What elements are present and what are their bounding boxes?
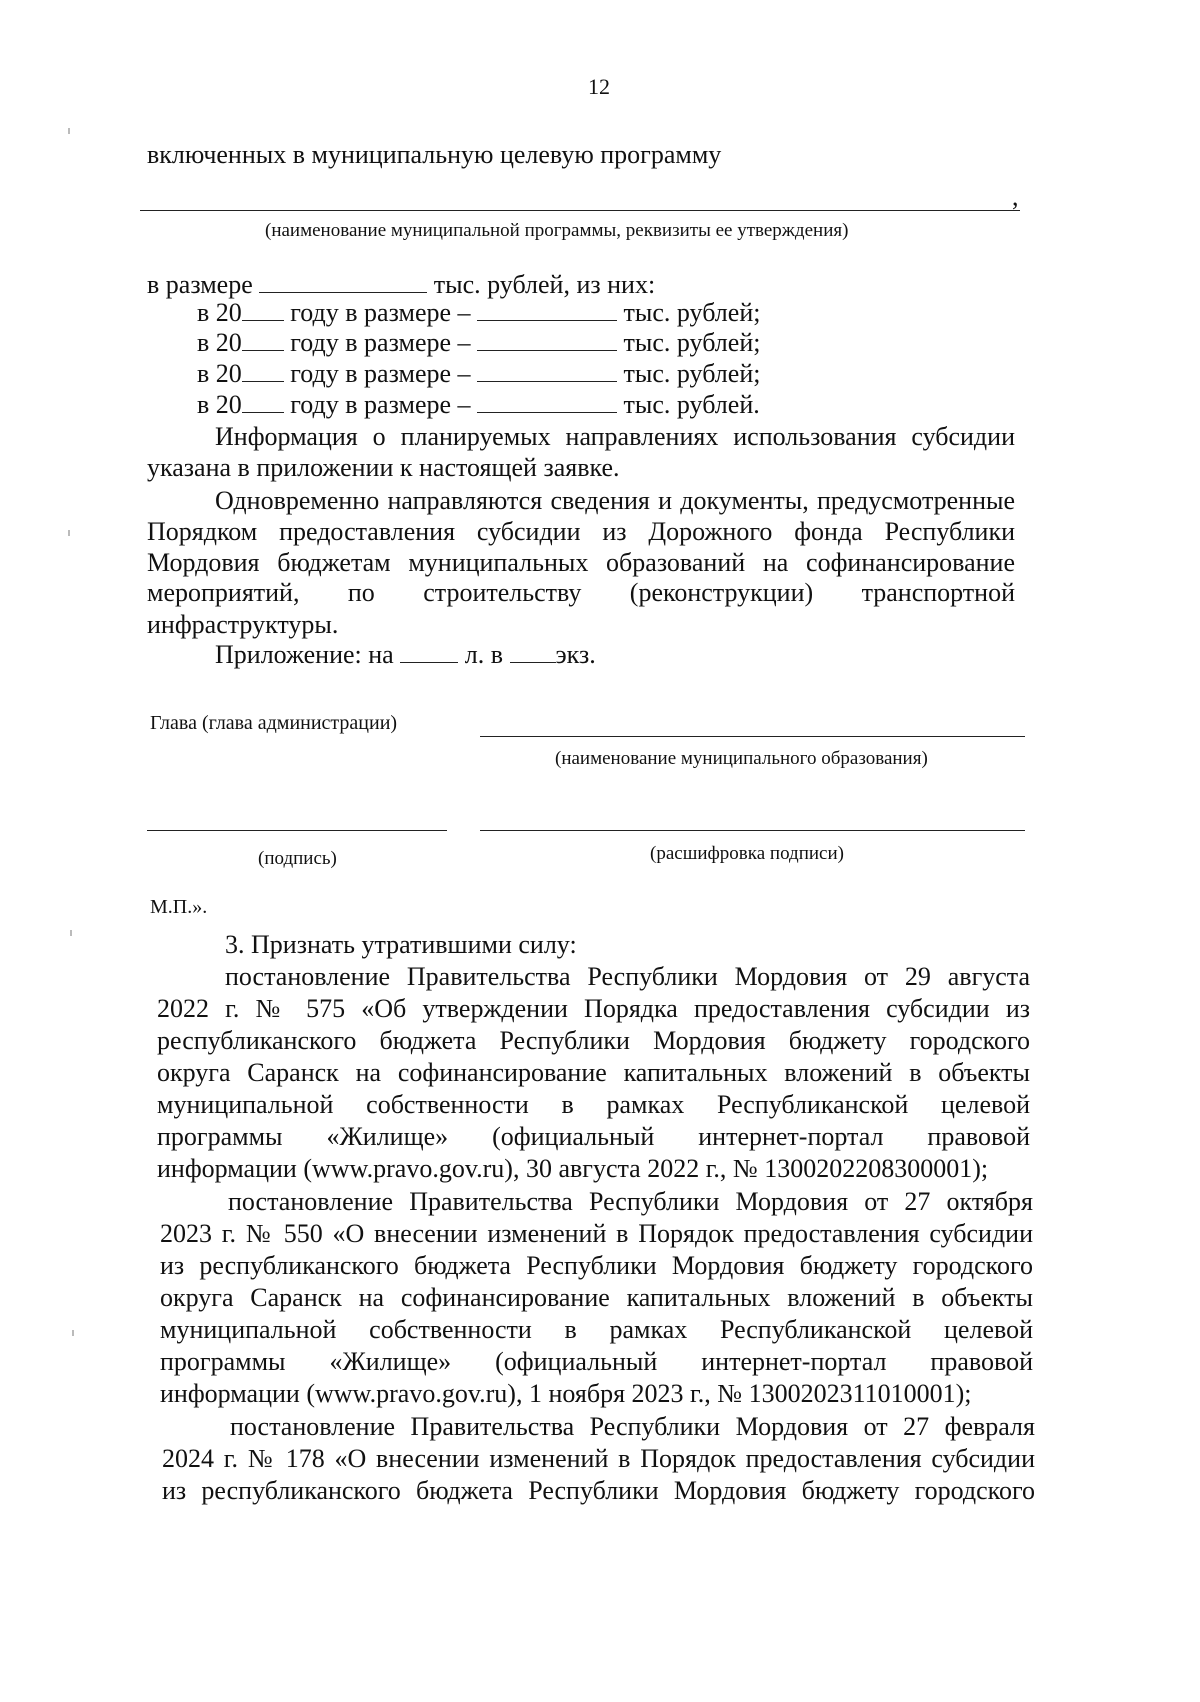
decree-3-line: постановление Правительства Республики Мордовия от 27 февраля [230,1412,1035,1441]
year-blank [242,298,284,321]
intro-line: включенных в муниципальную целевую программу [147,140,722,169]
docs-paragraph-line: Одновременно направляются сведения и документы, предусмотренные [215,486,1015,515]
decree-2-line: муниципальной собственности в рамках Республиканской целевой [160,1315,1033,1344]
amount-prefix: в размере [147,270,253,299]
decree-2-line: округа Саранск на софинансирование капитальных вложений в объекты [160,1283,1033,1312]
year-amount-blank [477,390,617,413]
clause-3-title: 3. Признать утратившими силу: [225,930,577,959]
year-amount-blank [477,359,617,382]
year-suffix: тыс. рублей; [623,359,761,388]
year-amount-blank [477,298,617,321]
sheets-blank [400,640,458,663]
decree-3-line: 2024 г. № 178 «О внесении изменений в Порядок предоставления субсидии [162,1444,1035,1473]
amount-blank [259,270,427,293]
year-suffix: тыс. рублей; [623,328,761,357]
year-prefix: в 20 [197,328,242,357]
year-middle: году в размере – [290,298,471,327]
decree-3-line: из республиканского бюджета Республики Мордовия бюджету городского [162,1476,1035,1505]
head-label: Глава (глава администрации) [150,712,398,734]
program-name-line [140,210,1020,211]
decoding-line [480,830,1025,831]
docs-paragraph-line: Порядком предоставления субсидии из Дорожного фонда Республики [147,517,1015,546]
decree-1-line: муниципальной собственности в рамках Республиканской целевой [157,1090,1030,1119]
docs-paragraph-line: инфраструктуры. [147,610,339,639]
decree-2-line: 2023 г. № 550 «О внесении изменений в Порядок предоставления субсидии [160,1219,1033,1248]
decree-1-line: 2022 г. № 575 «Об утверждении Порядка предоставления субсидии из [157,994,1030,1023]
year-prefix: в 20 [197,359,242,388]
stamp-mark: М.П.». [150,896,208,918]
year-suffix: тыс. рублей; [623,298,761,327]
municipality-line [480,736,1025,737]
copies-blank [510,640,556,663]
decree-2-line: из республиканского бюджета Республики Мордовия бюджету городского [160,1251,1033,1280]
decree-2-line: программы «Жилище» (официальный интернет-портал правовой [160,1347,1033,1376]
year-line [197,357,760,391]
year-line [197,296,760,330]
scan-mark [68,128,70,134]
year-blank [242,359,284,382]
decree-1-line: округа Саранск на софинансирование капитальных вложений в объекты [157,1058,1030,1087]
scan-mark [70,930,72,936]
amount-suffix: тыс. рублей, из них: [433,270,656,299]
docs-paragraph-line: Мордовия бюджетам муниципальных образований на софинансирование [147,548,1015,577]
scan-mark [68,530,70,536]
decree-2-line: информации (www.pravo.gov.ru), 1 ноября 2023 г., № 1300202311010001); [160,1379,972,1408]
decree-1-line: программы «Жилище» (официальный интернет-портал правовой [157,1122,1030,1151]
year-middle: году в размере – [290,390,471,419]
signature-line [147,830,447,831]
year-blank [242,328,284,351]
year-line [197,326,760,360]
year-middle: году в размере – [290,328,471,357]
year-prefix: в 20 [197,298,242,327]
decree-1-line: постановление Правительства Республики Мордовия от 29 августа [225,962,1030,991]
docs-paragraph-line: мероприятий, по строительству (реконструкции) транспортной [147,578,1015,607]
decree-1-line: информации (www.pravo.gov.ru), 30 августа 2022 г., № 1300202208300001); [157,1154,989,1183]
signature-caption: (подпись) [258,848,337,869]
year-line [197,388,760,422]
page-number: 12 [588,74,610,99]
scan-mark [72,1330,74,1336]
comma-mark: , [1012,182,1019,211]
municipality-caption: (наименование муниципального образования) [555,748,928,769]
info-paragraph-line: Информация о планируемых направлениях использования субсидии [215,422,1015,451]
decree-2-line: постановление Правительства Республики Мордовия от 27 октября [228,1187,1033,1216]
appendix-prefix: Приложение: на [215,640,394,669]
appendix-line [215,638,596,672]
appendix-suffix: экз. [555,640,596,669]
decoding-caption: (расшифровка подписи) [650,843,844,864]
decree-1-line: республиканского бюджета Республики Мордовия бюджету городского [157,1026,1030,1055]
year-middle: году в размере – [290,359,471,388]
appendix-middle: л. в [464,640,503,669]
info-paragraph-line: указана в приложении к настоящей заявке. [147,453,620,482]
year-amount-blank [477,328,617,351]
year-suffix: тыс. рублей. [623,390,760,419]
program-caption: (наименование муниципальной программы, реквизиты ее утверждения) [265,220,849,241]
year-blank [242,390,284,413]
year-prefix: в 20 [197,390,242,419]
